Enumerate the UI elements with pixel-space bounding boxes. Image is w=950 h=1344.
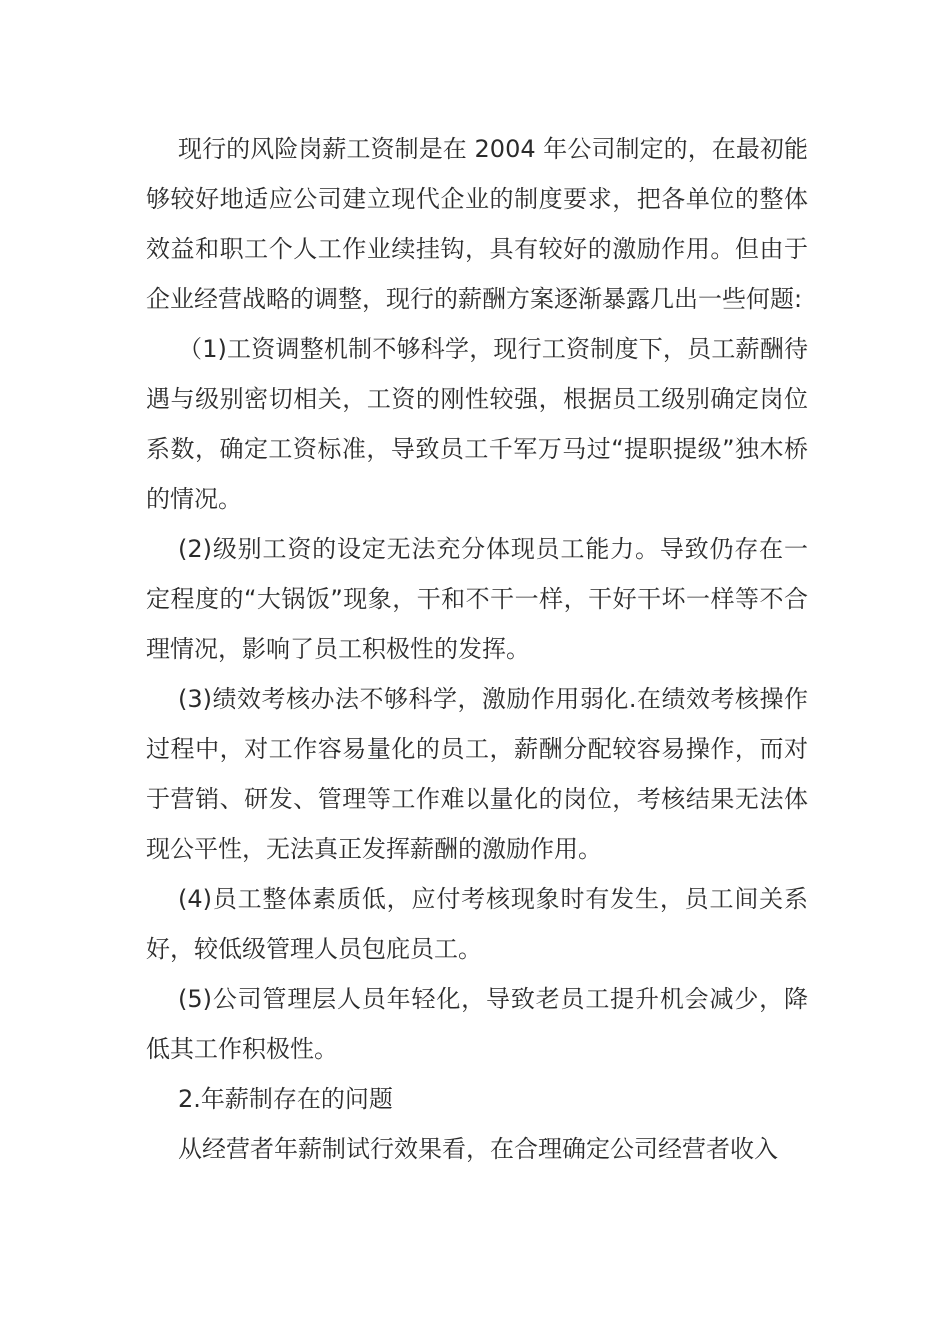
paragraph-issue-1: （1)工资调整机制不够科学，现行工资制度下，员工薪酬待遇与级别密切相关，工资的刚性较强，根据员工级别确定岗位系数，确定工资标准，导致员工千军万马过“提职提级”独木桥的情况。 (146, 335, 808, 513)
document-body (146, 124, 808, 1174)
paragraph-issue-5: (5)公司管理层人员年轻化，导致老员工提升机会减少，降低其工作积极性。 (146, 985, 808, 1063)
paragraph-issue-4: (4)员工整体素质低，应付考核现象时有发生，员工间关系好，较低级管理人员包庇员工。 (146, 885, 808, 963)
paragraph-issue-2: (2)级别工资的设定无法充分体现员工能力。导致仍存在一定程度的“大锅饭”现象，干和不干一样，干好干坏一样等不合理情况，影响了员工积极性的发挥。 (146, 535, 808, 663)
paragraph-annual-salary: 从经营者年薪制试行效果看，在合理确定公司经营者收入 (178, 1135, 778, 1163)
section-heading: 2.年薪制存在的问题 (178, 1085, 393, 1113)
paragraph-issue-3: (3)绩效考核办法不够科学，激励作用弱化.在绩效考核操作过程中，对工作容易量化的员工，薪酬分配较容易操作，而对于营销、研发、管理等工作难以量化的岗位，考核结果无法体现公平性，无法真正发挥薪酬的激励作用。 (146, 685, 808, 863)
paragraph-intro: 现行的风险岗薪工资制是在 2004 年公司制定的，在最初能够较好地适应公司建立现代企业的制度要求，把各单位的整体效益和职工个人工作业续挂钩，具有较好的激励作用。但由于企业经营战略的调整，现行的薪酬方案逐渐暴露几出一些何题: (146, 135, 808, 313)
